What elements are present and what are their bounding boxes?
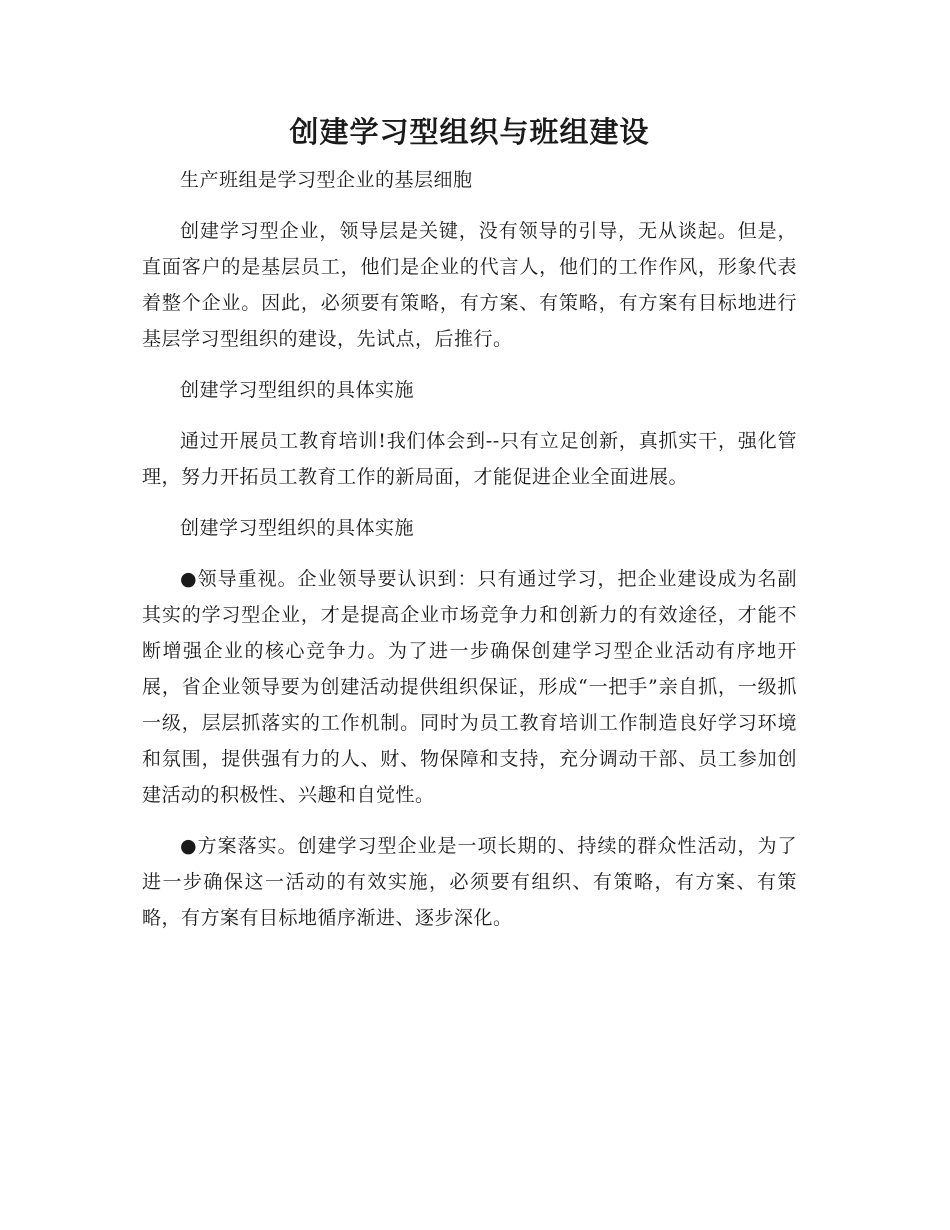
body-paragraph: 创建学习型企业，领导层是关键，没有领导的引导，无从谈起。但是，直面客户的是基层员工，他们是企业的代言人，他们的工作作风，形象代表着整个企业。因此，必须要有策略，有方案、有策略，有方案有目标地进行基层学习型组织的建设，先试点，后推行。 [142,220,797,350]
section-heading: 创建学习型组织的具体实施 [180,517,415,539]
document-page [142,112,797,951]
section-heading: 生产班组是学习型企业的基层细胞 [180,169,473,191]
body-paragraph: 通过开展员工教育培训!我们体会到--只有立足创新，真抓实干，强化管理，努力开拓员工教育工作的新局面，才能促进企业全面进展。 [142,430,797,488]
section-heading: 创建学习型组织的具体实施 [180,379,415,401]
document-title: 创建学习型组织与班组建设 [289,115,650,149]
bullet-paragraph: ●领导重视。企业领导要认识到：只有通过学习，把企业建设成为名副其实的学习型企业，才是提高企业市场竞争力和创新力的有效途径，才能不断增强企业的核心竞争力。为了进一步确保创建学习型企业活动有序地开展，省企业领导要为创建活动提供组织保证，形成“一把手”亲自抓，一级抓一级，层层抓落实的工作机制。同时为员工教育培训工作制造良好学习环境和氛围，提供强有力的人、财、物保障和支持，充分调动干部、员工参加创建活动的积极性、兴趣和自觉性。 [142,568,797,806]
bullet-paragraph: ●方案落实。创建学习型企业是一项长期的、持续的群众性活动，为了进一步确保这一活动的有效实施，必须要有组织、有策略，有方案、有策略，有方案有目标地循序渐进、逐步深化。 [142,835,797,929]
